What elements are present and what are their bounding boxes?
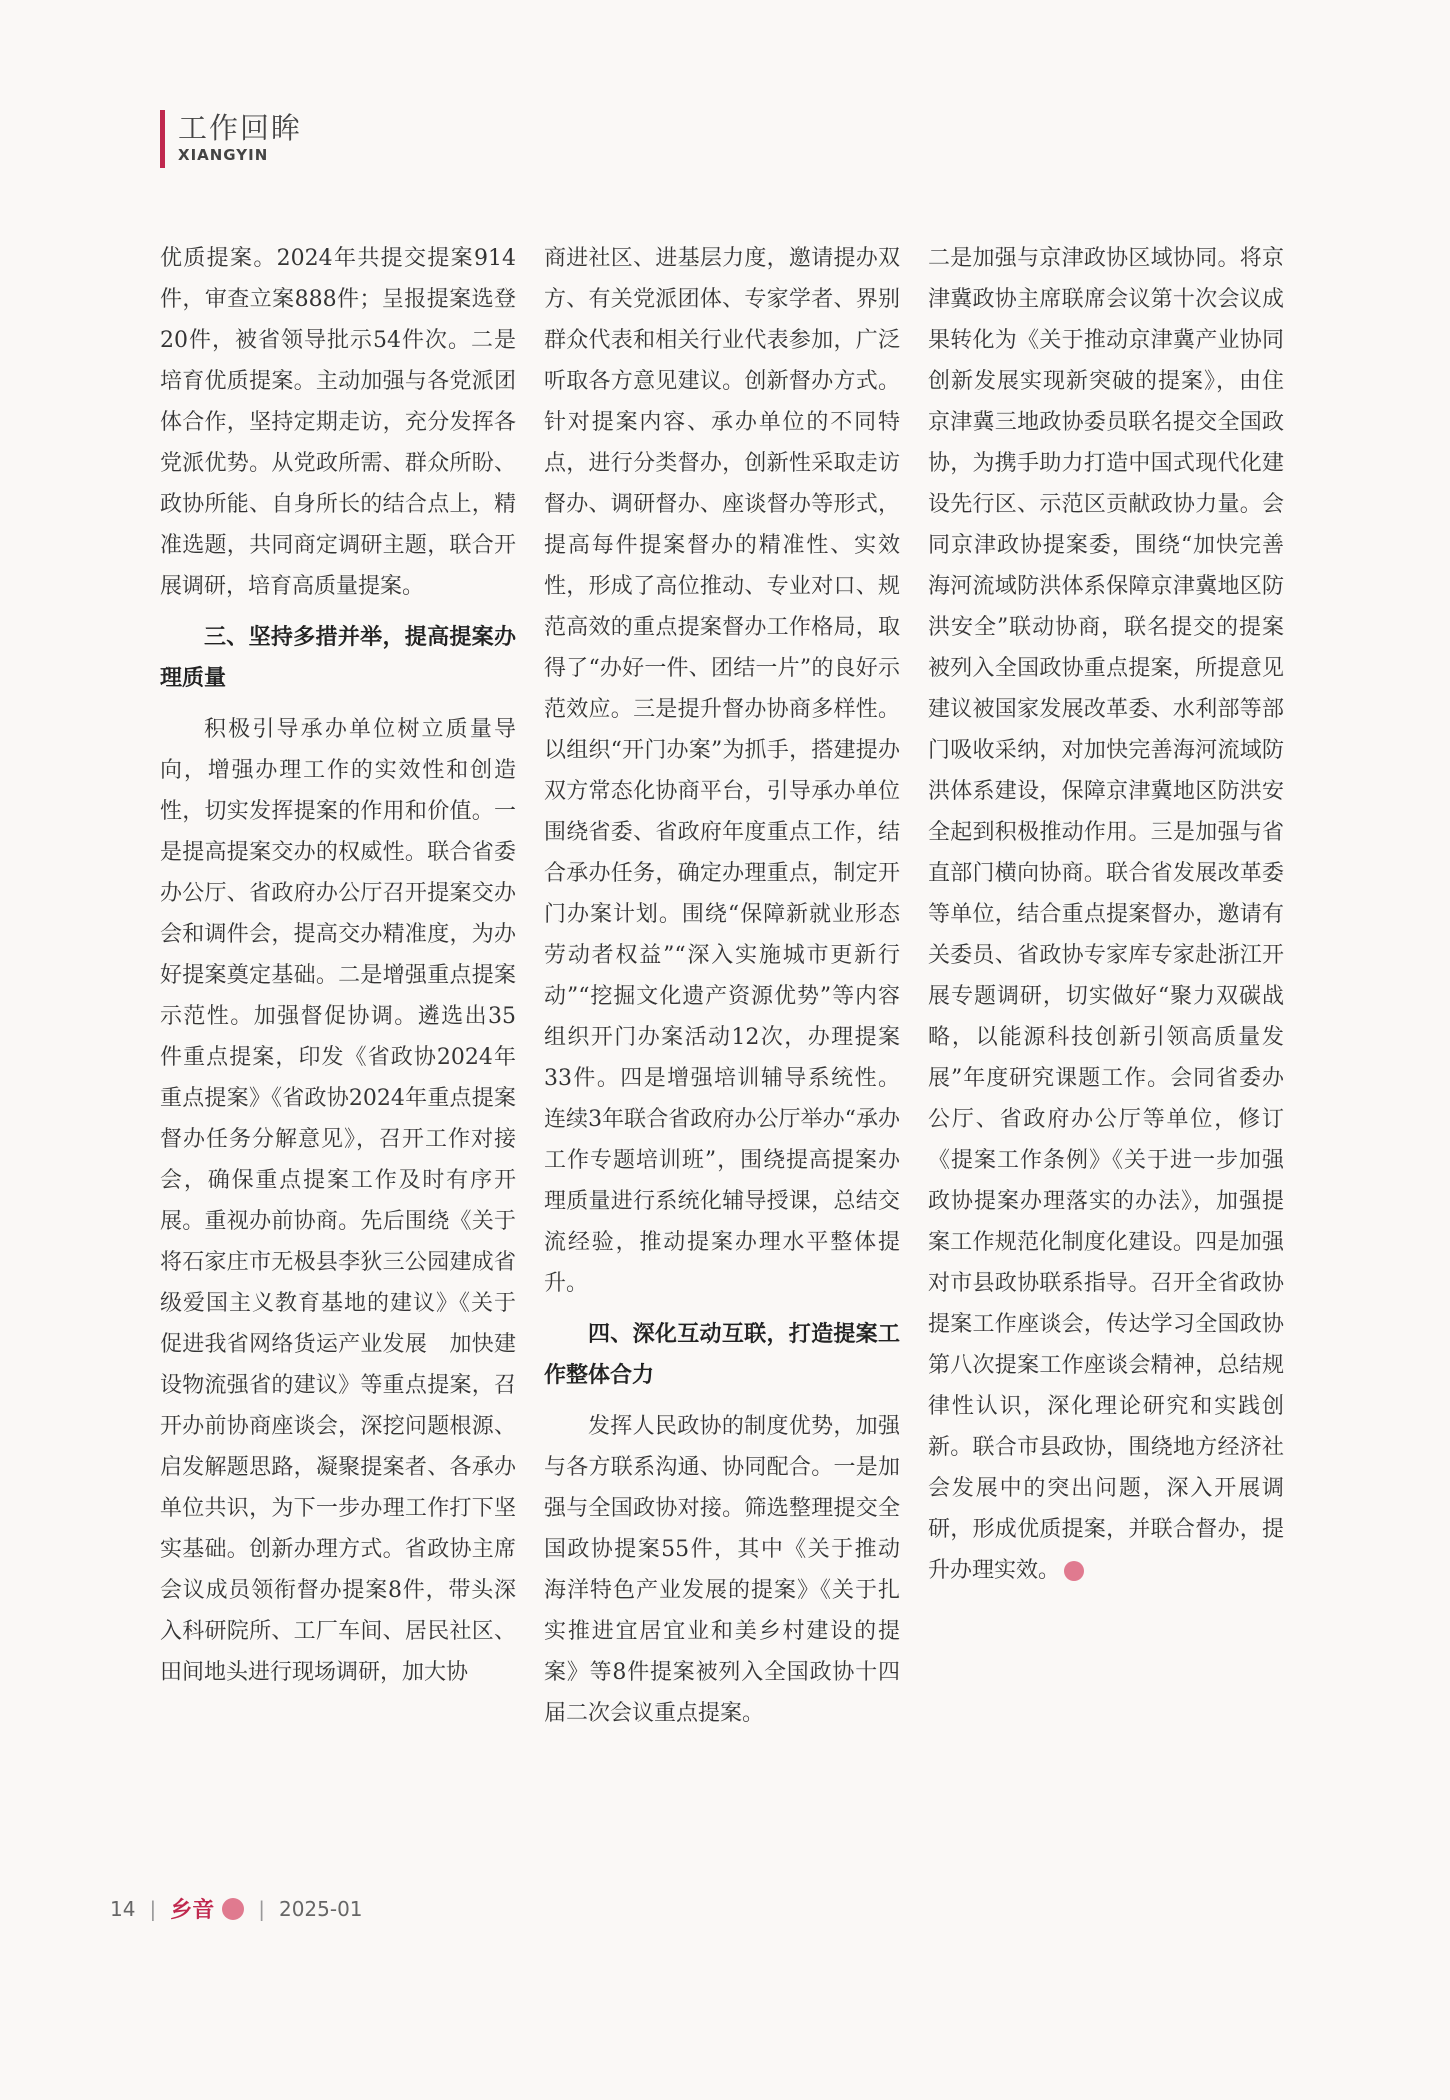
paragraph [928, 238, 1284, 1591]
section-heading: 四、深化互动互联，打造提案工作整体合力 [544, 1322, 900, 1388]
magazine-badge-icon [222, 1898, 244, 1920]
paragraph-text: 二是加强与京津政协区域协同。将京津冀政协主席联席会议第十次会议成果转化为《关于推动京津冀产业协同创新发展实现新突破的提案》，由住京津冀三地政协委员联名提交全国政协，为携手助力打造中国式现代化建设先行区、示范区贡献政协力量。会同京津政协提案委，围绕“加快完善海河流域防洪体系保障京津冀地区防洪安全”联动协商，联名提交的提案被列入全国政协重点提案，所提意见建议被国家发展改革委、水利部等部门吸收采纳，对加快完善海河流域防洪体系建设，保障京津冀地区防洪安全起到积极推动作用。三是加强与省直部门横向协商。联合省发展改革委等单位，结合重点提案督办，邀请有关委员、省政协专家库专家赴浙江开展专题调研，切实做好“聚力双碳战略，以能源科技创新引领高质量发展”年度研究课题工作。会同省委办公厅、省政府办公厅等单位，修订《提案工作条例》《关于进一步加强政协提案办理落实的办法》，加强提案工作规范化制度化建设。四是加强对市县政协联系指导。召开全省政协提案工作座谈会，传达学习全国政协第八次提案工作座谈会精神，总结规律性认识，深化理论研究和实践创新。联合市县政协，围绕地方经济社会发展中的突出问题，深入开展调研，形成优质提案，并联合督办，提升办理实效。 [928, 246, 1284, 1583]
footer-separator: | [149, 1896, 157, 1921]
issue-number: 2025-01 [278, 1896, 363, 1921]
paragraph: 商进社区、进基层力度，邀请提办双方、有关党派团体、专家学者、界别群众代表和相关行业代表参加，广泛听取各方意见建议。创新督办方式。针对提案内容、承办单位的不同特点，进行分类督办，创新性采取走访督办、调研督办、座谈督办等形式，提高每件提案督办的精准性、实效性，形成了高位推动、专业对口、规范高效的重点提案督办工作格局，取得了“办好一件、团结一片”的良好示范效应。三是提升督办协商多样性。以组织“开门办案”为抓手，搭建提办双方常态化协商平台，引导承办单位围绕省委、省政府年度重点工作，结合承办任务，确定办理重点，制定开门办案计划。围绕“保障新就业形态劳动者权益”“深入实施城市更新行动”“挖掘文化遗产资源优势”等内容组织开门办案活动12次，办理提案33件。四是增强培训辅导系统性。连续3年联合省政府办公厅举办“承办工作专题培训班”，围绕提高提案办理质量进行系统化辅导授课，总结交流经验，推动提案办理水平整体提升。 [544, 246, 900, 1296]
footer-separator: | [258, 1896, 265, 1921]
article-column-3 [928, 238, 1284, 1591]
page-number: 14 [110, 1896, 136, 1921]
magazine-logo: 乡音 [170, 1897, 215, 1923]
section-heading: 三、坚持多措并举，提高提案办理质量 [160, 625, 516, 691]
section-accent-bar [160, 110, 165, 168]
paragraph: 发挥人民政协的制度优势，加强与各方联系沟通、协同配合。一是加强与全国政协对接。筛选整理提交全国政协提案55件，其中《关于推动海洋特色产业发展的提案》《关于扎实推进宜居宜业和美乡村建设的提案》等8件提案被列入全国政协十四届二次会议重点提案。 [544, 1414, 900, 1726]
section-title: 工作回眸 [178, 111, 303, 145]
article-column-1 [160, 238, 516, 1693]
paragraph: 优质提案。2024年共提交提案914件，审查立案888件；呈报提案选登20件，被省领导批示54件次。二是培育优质提案。主动加强与各党派团体合作，坚持定期走访，充分发挥各党派优势。从党政所需、群众所盼、政协所能、自身所长的结合点上，精准选题，共同商定调研主题，联合开展调研，培育高质量提案。 [160, 246, 516, 599]
article-column-2 [544, 238, 900, 1734]
page-footer [110, 1893, 363, 1924]
paragraph: 积极引导承办单位树立质量导向，增强办理工作的实效性和创造性，切实发挥提案的作用和价值。一是提高提案交办的权威性。联合省委办公厅、省政府办公厅召开提案交办会和调件会，提高交办精准度，为办好提案奠定基础。二是增强重点提案示范性。加强督促协调。遴选出35件重点提案，印发《省政协2024年重点提案》《省政协2024年重点提案督办任务分解意见》，召开工作对接会，确保重点提案工作及时有序开展。重视办前协商。先后围绕《关于将石家庄市无极县李狄三公园建成省级爱国主义教育基地的建议》《关于促进我省网络货运产业发展 加快建设物流强省的建议》等重点提案，召开办前协商座谈会，深挖问题根源、启发解题思路，凝聚提案者、各承办单位共识，为下一步办理工作打下坚实基础。创新办理方式。省政协主席会议成员领衔督办提案8件，带头深入科研院所、工厂车间、居民社区、田间地头进行现场调研，加大协 [160, 717, 516, 1685]
end-mark-icon [1064, 1561, 1084, 1581]
section-subtitle: XIANGYIN [178, 146, 269, 164]
